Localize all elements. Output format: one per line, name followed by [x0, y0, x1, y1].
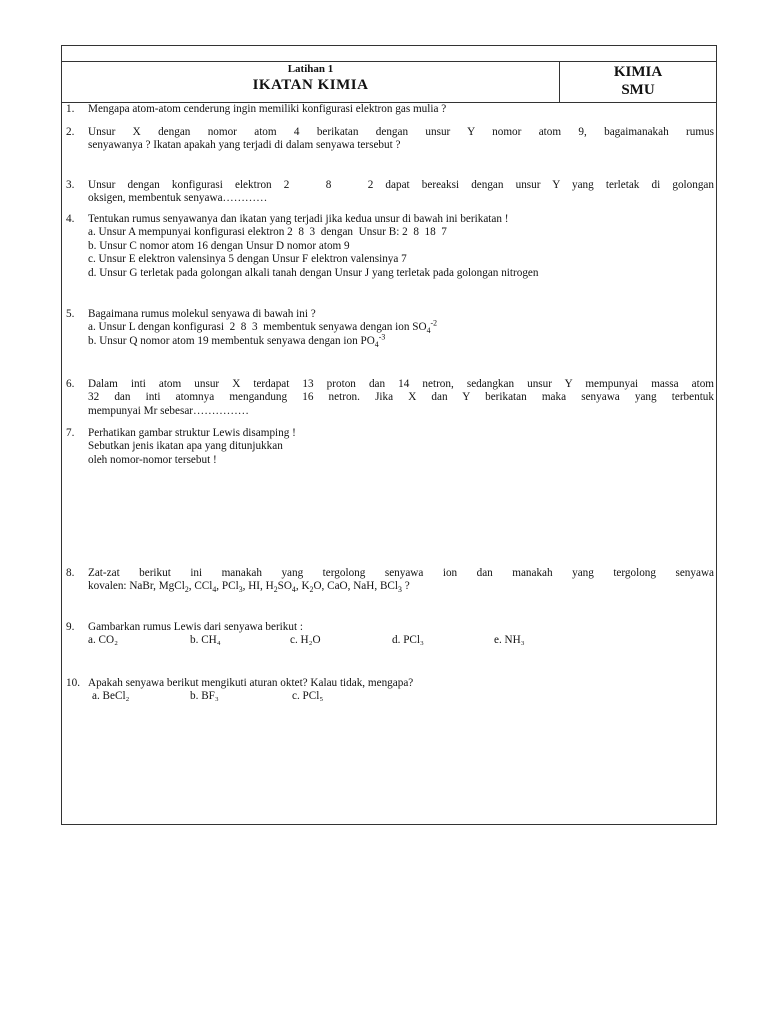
option-a: a. Unsur L dengan konfigurasi 2 8 3 membentuk senyawa dengan ion $SO_4^{-2}$ — [88, 318, 438, 336]
exercise-label: Latihan 1 — [287, 63, 334, 75]
question-number: 4. — [66, 213, 75, 225]
option-a: a. Unsur A mempunyai konfigurasi elektron 2 8 3 dengan Unsur B: 2 8 18 7 — [88, 226, 447, 239]
subject-block — [560, 62, 716, 102]
question-number: 1. — [66, 103, 75, 115]
subject-label: KIMIA — [613, 64, 663, 80]
question-text: Unsur dengan konfigurasi elektron 2 8 2 dapat bereaksi dengan unsur Y yang terletak di golongan — [88, 179, 714, 191]
option-a: a. CO₂ — [88, 634, 119, 647]
question-number: 9. — [66, 621, 75, 633]
question-number: 7. — [66, 427, 75, 439]
option-b: b. CH₄ — [190, 634, 221, 647]
question-text: Apakah senyawa berikut mengikuti aturan oktet? Kalau tidak, mengapa? — [88, 677, 414, 689]
worksheet-header — [62, 61, 716, 103]
question-text: Unsur X dengan nomor atom 4 berikatan dengan unsur Y nomor atom 9, bagaimanakah rumus — [88, 126, 714, 138]
question-text: senyawanya ? Ikatan apakah yang terjadi di dalam senyawa tersebut ? — [88, 139, 401, 152]
option-c: c. H₂O — [290, 634, 321, 647]
question-number: 5. — [66, 308, 75, 320]
question-text: Mengapa atom-atom cenderung ingin memiliki konfigurasi elektron gas mulia ? — [88, 103, 447, 115]
option-e: e. NH₃ — [494, 634, 525, 647]
option-c: c. PCl₅ — [292, 690, 324, 703]
option-a: a. BeCl₂ — [92, 690, 130, 703]
question-number: 10. — [66, 677, 80, 689]
question-number: 3. — [66, 179, 75, 191]
question-text: Dalam inti atom unsur X terdapat 13 proton dan 14 netron, sedangkan unsur Y mempunyai massa atom — [88, 378, 714, 390]
option-c: c. Unsur E elektron valensinya 5 dengan Unsur F elektron valensinya 7 — [88, 253, 407, 266]
question-text: mempunyai Mr sebesar…………… — [88, 404, 249, 417]
question-text: Gambarkan rumus Lewis dari senyawa berikut : — [88, 621, 303, 633]
option-b: b. Unsur Q nomor atom 19 membentuk senyawa dengan ion $PO_4^{-3}$ — [88, 332, 386, 350]
question-number: 2. — [66, 126, 75, 138]
title-block — [62, 62, 559, 102]
question-text: Tentukan rumus senyawanya dan ikatan yang terjadi jika kedua unsur di bawah ini berikatan ! — [88, 213, 509, 225]
option-d: d. PCl₃ — [392, 634, 424, 647]
question-number: 6. — [66, 378, 75, 390]
question-text: oleh nomor-nomor tersebut ! — [88, 453, 217, 466]
question-text: oksigen, membentuk senyawa………… — [88, 192, 268, 205]
question-text: Bagaimana rumus molekul senyawa di bawah ini ? — [88, 308, 316, 320]
option-b: b. Unsur C nomor atom 16 dengan Unsur D nomor atom 9 — [88, 239, 350, 252]
option-b: b. BF₃ — [190, 690, 219, 703]
question-text: Zat-zat berikut ini manakah yang tergolong senyawa ion dan manakah yang tergolong senyawa — [88, 567, 714, 579]
level-label: SMU — [621, 82, 655, 98]
question-text: Sebutkan jenis ikatan apa yang ditunjukkan — [88, 440, 283, 453]
question-number: 8. — [66, 567, 75, 579]
question-text: Perhatikan gambar struktur Lewis disamping ! — [88, 427, 296, 439]
question-text: 32 dan inti atomnya mengandung 16 netron. Jika X dan Y berikatan maka senyawa yang terbentuk — [88, 391, 714, 404]
topic-title: IKATAN KIMIA — [252, 77, 369, 93]
option-d: d. Unsur G terletak pada golongan alkali tanah dengan Unsur J yang terletak pada golongan nitrogen — [88, 266, 539, 279]
question-text: kovalen: NaBr, MgCl$_2$, CCl$_4$, PCl$_3$, HI, $H_2SO_4$, $K_2O$, CaO, NaH, BCl$_3$ ? — [88, 580, 410, 595]
worksheet — [61, 45, 717, 825]
